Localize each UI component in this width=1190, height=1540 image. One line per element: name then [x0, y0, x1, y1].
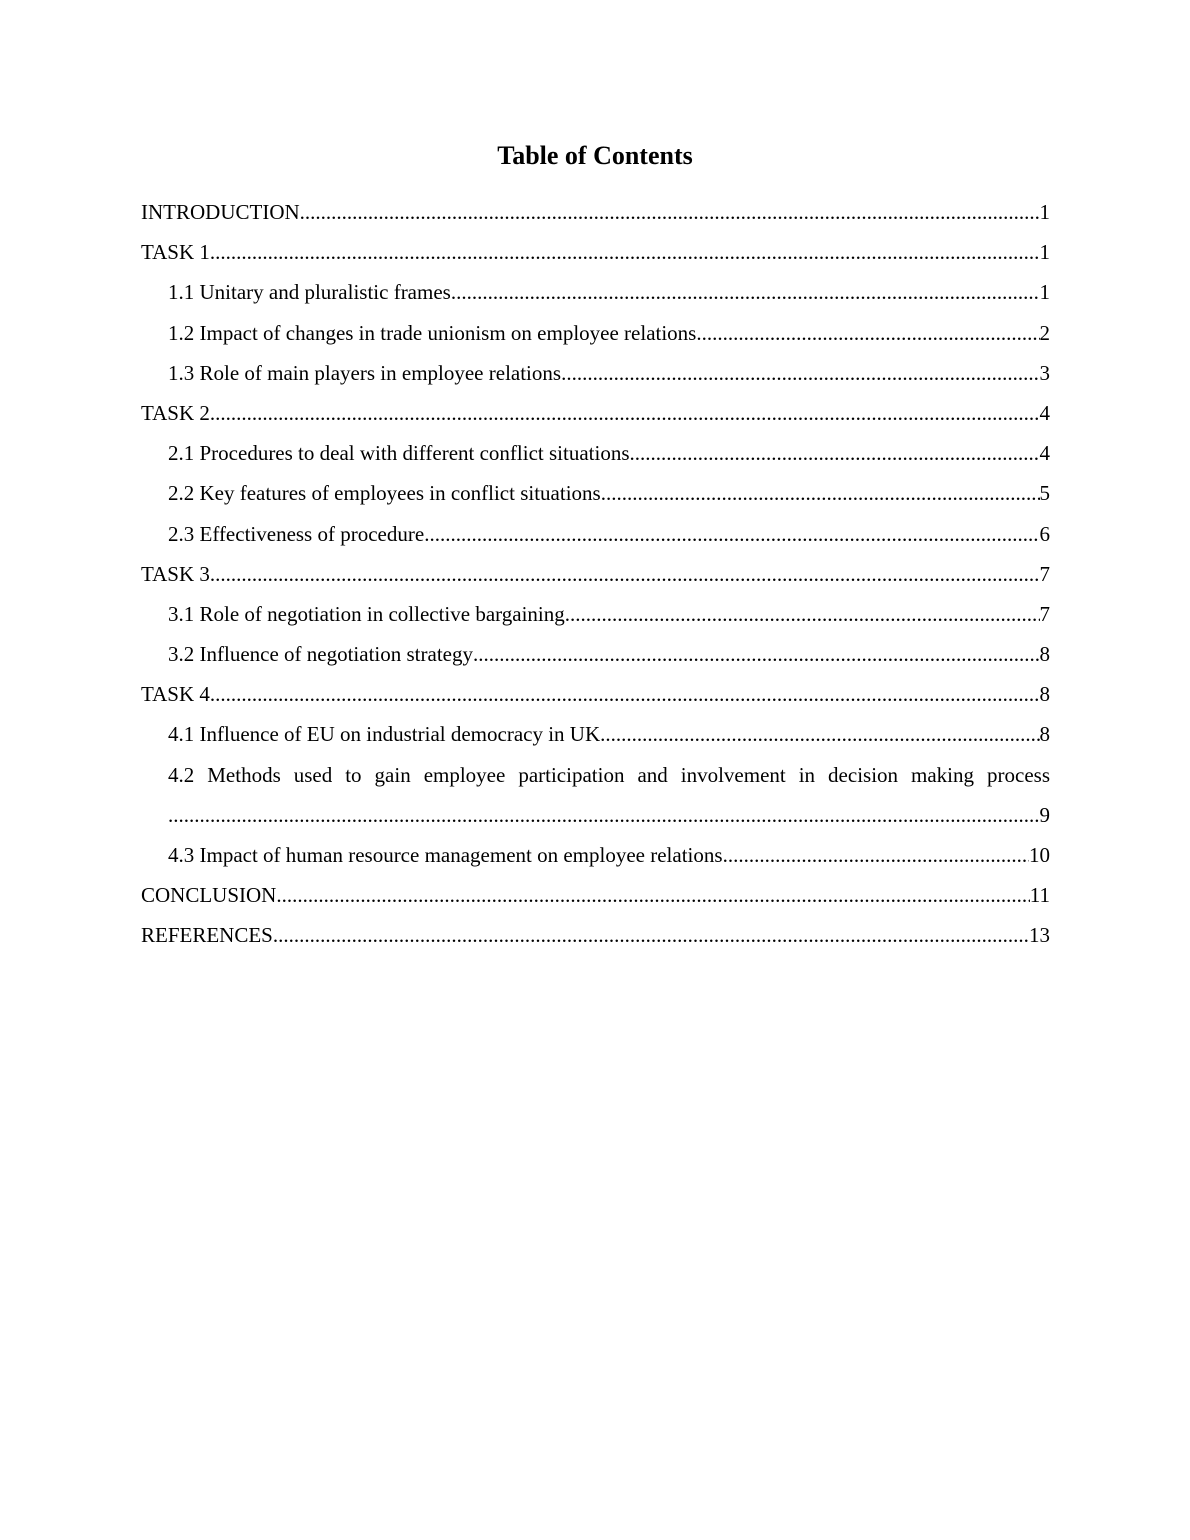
- toc-entry-label: TASK 1: [141, 240, 210, 265]
- dot-leader: [600, 714, 1039, 754]
- toc-entry-2-1[interactable]: [141, 433, 1050, 473]
- toc-entry-page: 3: [1039, 360, 1050, 385]
- toc-entry-page: 1: [1039, 280, 1050, 305]
- toc-entry-page: 9: [1039, 802, 1050, 827]
- toc-entry-1-2[interactable]: [141, 313, 1050, 353]
- toc-entry-4-2[interactable]: [141, 755, 1050, 835]
- toc-entry-leader-line: [168, 795, 1050, 835]
- dot-leader: [696, 313, 1039, 353]
- toc-entry-2-2[interactable]: [141, 473, 1050, 513]
- dot-leader: [473, 634, 1040, 674]
- toc-entry-label: TASK 4: [141, 682, 210, 707]
- toc-entry-page: 8: [1039, 682, 1050, 707]
- toc-entry-2-3[interactable]: [141, 514, 1050, 554]
- toc-entry-label: 2.2 Key features of employees in conflict situations: [168, 481, 601, 506]
- dot-leader: [451, 272, 1040, 312]
- toc-list: [141, 192, 1050, 956]
- dot-leader: [168, 795, 1040, 835]
- toc-entry-page: 4: [1039, 441, 1050, 466]
- toc-entry-page: 4: [1039, 400, 1050, 425]
- dot-leader: [601, 473, 1040, 513]
- toc-entry-references[interactable]: [141, 915, 1050, 955]
- toc-entry-page: 6: [1039, 521, 1050, 546]
- toc-entry-1-1[interactable]: [141, 272, 1050, 312]
- toc-entry-conclusion[interactable]: [141, 875, 1050, 915]
- toc-entry-label: INTRODUCTION: [141, 200, 300, 224]
- dot-leader: [273, 915, 1029, 955]
- dot-leader: [424, 514, 1039, 554]
- toc-entry-page: 7: [1039, 601, 1050, 626]
- dot-leader: [300, 192, 1040, 232]
- toc-entry-page: 11: [1029, 883, 1050, 908]
- toc-entry-4-1[interactable]: [141, 714, 1050, 754]
- toc-entry-page: 8: [1039, 642, 1050, 667]
- toc-entry-4-3[interactable]: [141, 835, 1050, 875]
- toc-entry-label: REFERENCES: [141, 923, 273, 948]
- toc-entry-page: 8: [1039, 722, 1050, 747]
- toc-entry-task-4[interactable]: [141, 674, 1050, 714]
- toc-entry-label: 4.1 Influence of EU on industrial democracy in UK: [168, 722, 601, 747]
- toc-entry-label: CONCLUSION: [141, 883, 277, 908]
- dot-leader: [210, 674, 1040, 714]
- toc-entry-label: 2.1 Procedures to deal with different conflict situations: [168, 441, 630, 466]
- dot-leader: [210, 232, 1040, 272]
- toc-entry-page: 13: [1029, 923, 1050, 948]
- toc-entry-label: 3.2 Influence of negotiation strategy: [168, 642, 473, 667]
- dot-leader: [210, 554, 1040, 594]
- toc-entry-label: TASK 2: [141, 400, 210, 425]
- toc-entry-label: 2.3 Effectiveness of procedure: [168, 521, 425, 546]
- toc-entry-3-1[interactable]: [141, 594, 1050, 634]
- toc-entry-page: 2: [1039, 320, 1050, 345]
- dot-leader: [276, 875, 1029, 915]
- dot-leader: [723, 835, 1029, 875]
- toc-entry-page: 5: [1039, 481, 1050, 506]
- toc-entry-task-2[interactable]: [141, 393, 1050, 433]
- toc-entry-label: 1.3 Role of main players in employee relations: [168, 360, 562, 385]
- toc-entry-label: 1.1 Unitary and pluralistic frames: [168, 280, 451, 305]
- toc-entry-page: 1: [1039, 200, 1050, 224]
- toc-entry-label: 1.2 Impact of changes in trade unionism on employee relations: [168, 320, 697, 345]
- toc-entry-label: 4.2 Methods used to gain employee participation and involvement in decision making process: [168, 762, 1050, 787]
- toc-entry-page: 7: [1039, 561, 1050, 586]
- dot-leader: [561, 353, 1039, 393]
- toc-entry-page: 1: [1039, 240, 1050, 265]
- toc-entry-label: 3.1 Role of negotiation in collective bargaining: [168, 601, 565, 626]
- toc-title: Table of Contents: [497, 141, 693, 170]
- toc-entry-3-2[interactable]: [141, 634, 1050, 674]
- toc-entry-task-1[interactable]: [141, 232, 1050, 272]
- toc-entry-task-3[interactable]: [141, 554, 1050, 594]
- toc-entry-label: 4.3 Impact of human resource management on employee relations: [168, 843, 723, 867]
- toc-entry-1-3[interactable]: [141, 353, 1050, 393]
- toc-entry-label: TASK 3: [141, 561, 210, 586]
- dot-leader: [630, 433, 1040, 473]
- toc-entry-page: 10: [1029, 843, 1050, 867]
- toc-entry-introduction[interactable]: [141, 192, 1050, 232]
- dot-leader: [210, 393, 1040, 433]
- dot-leader: [565, 594, 1040, 634]
